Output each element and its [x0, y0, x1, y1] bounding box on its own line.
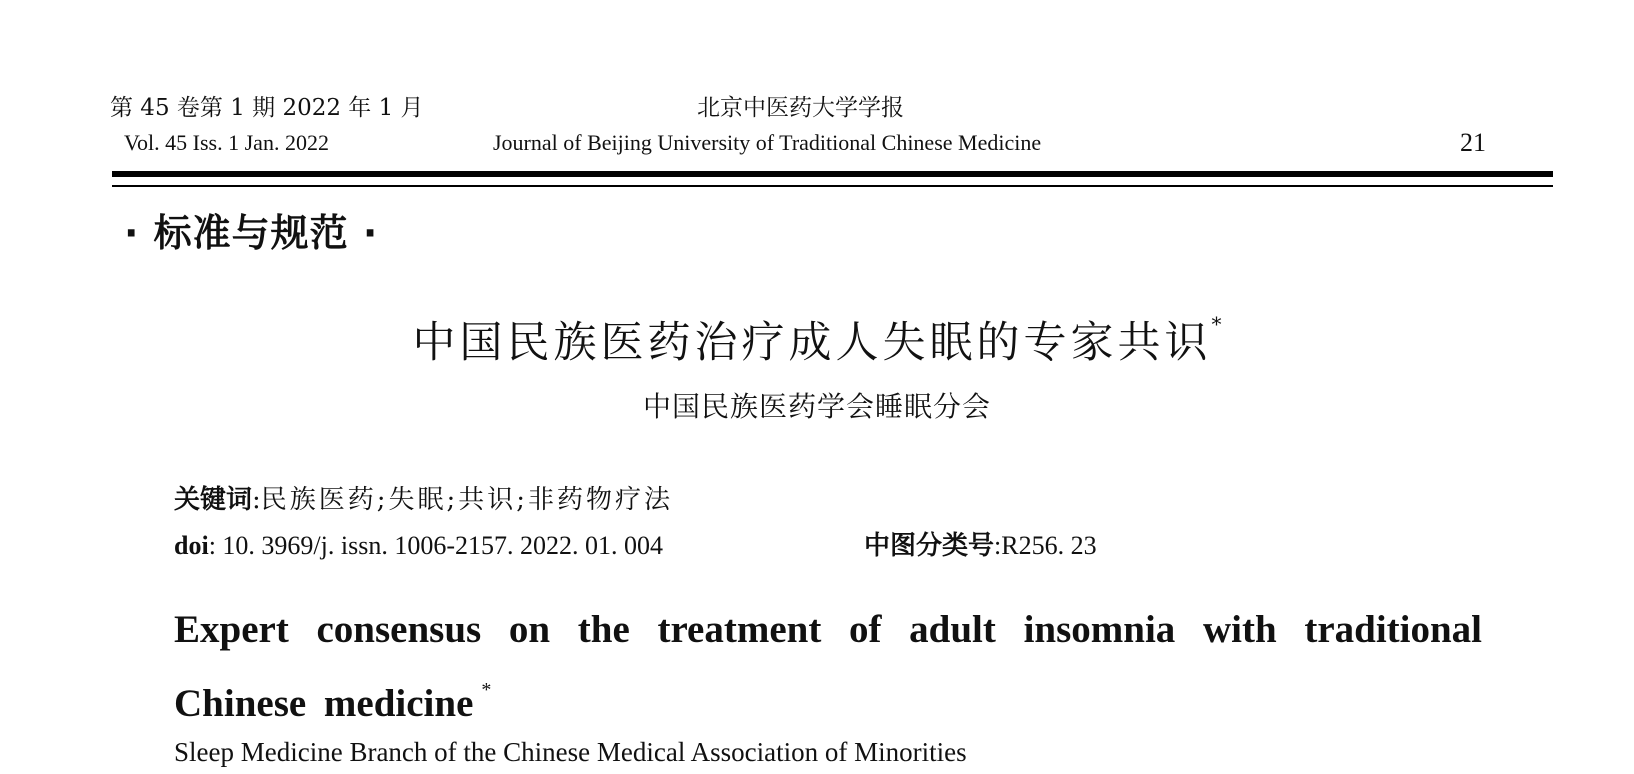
clc-value: R256. 23 — [1001, 531, 1097, 560]
keywords-line — [174, 484, 673, 516]
journal-name-cn: 北京中医药大学学报 — [697, 95, 904, 121]
article-title-cn-text: 中国民族医药治疗成人失眠的专家共识 — [412, 318, 1212, 368]
section-label: · 标准与规范 · — [124, 211, 379, 255]
doi-separator: : — [208, 531, 216, 560]
author-cn: 中国民族医药学会睡眠分会 — [642, 390, 991, 423]
clc-label: 中图分类号 — [864, 531, 995, 561]
keywords-label: 关键词 — [174, 485, 253, 515]
header-rule-thick — [112, 171, 1553, 177]
doi-label: doi — [174, 531, 209, 560]
issue-info-cn: 第 45 卷第 1 期 2022 年 1 月 — [110, 95, 424, 121]
keywords-value: 民族医药;失眠;共识;非药物疗法 — [260, 485, 674, 515]
title-footnote-mark-cn: * — [1211, 312, 1222, 336]
article-title-cn — [0, 298, 1634, 369]
author-en: Sleep Medicine Branch of the Chinese Medical Association of Minorities — [174, 737, 967, 767]
header-rule-thin — [112, 185, 1553, 187]
keywords-separator: : — [252, 485, 261, 515]
doi-line — [174, 530, 663, 562]
article-title-en-text: Expert consensus on the treatment of adult insomnia with traditional Chinese medicine — [174, 608, 1482, 725]
page-number: 21 — [1460, 128, 1486, 157]
clc-line — [864, 530, 1097, 562]
clc-separator: : — [994, 531, 1002, 560]
title-footnote-mark-en: * — [481, 679, 492, 701]
journal-name-en: Journal of Beijing University of Traditional Chinese Medicine — [493, 130, 1042, 155]
article-title-en — [174, 600, 1482, 734]
issue-info-en: Vol. 45 Iss. 1 Jan. 2022 — [124, 130, 329, 155]
doi-value: 10. 3969/j. issn. 1006-2157. 2022. 01. 004 — [215, 531, 663, 560]
